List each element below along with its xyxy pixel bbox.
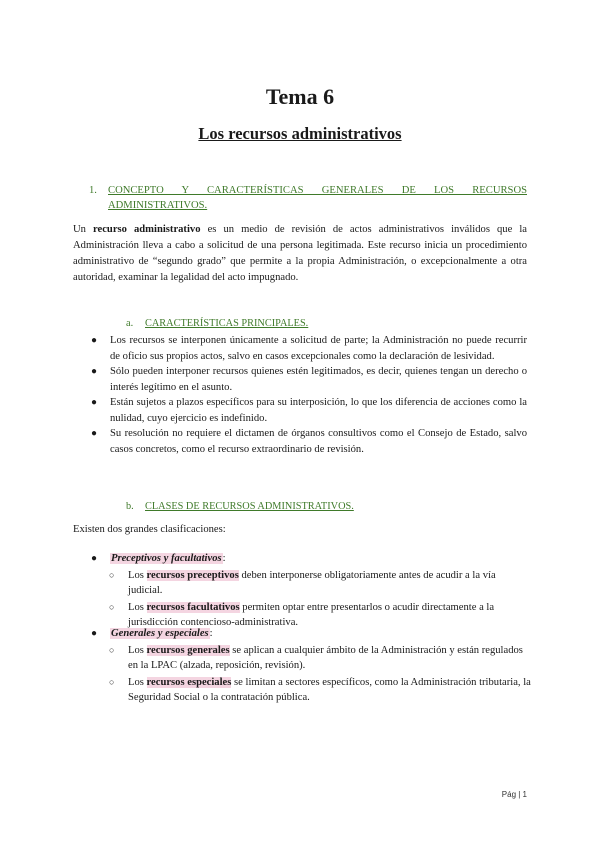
bullet-icon: ●	[91, 397, 98, 408]
classes-intro: Existen dos grandes clasificaciones:	[73, 524, 226, 535]
section-a-heading	[126, 318, 309, 329]
highlighted-term: recursos preceptivos	[146, 569, 239, 581]
class-label: Generales y especiales	[111, 628, 209, 639]
class-heading: ● Preceptivos y facultativos:	[91, 551, 531, 567]
class-heading: ● Generales y especiales:	[91, 626, 531, 642]
section-1-number: 1.	[89, 185, 97, 196]
list-item: ● Su resolución no requiere el dictamen de órganos consultivos como el Consejo de Estado, salvo casos concretos, como el recurso extraordinario de revisión.	[91, 428, 527, 455]
circle-bullet-icon: ○	[109, 601, 115, 612]
highlighted-term: recursos facultativos	[146, 601, 240, 613]
bullet-icon: ●	[91, 428, 98, 439]
list-item: ● Sólo pueden interponer recursos quienes estén legitimados, es decir, quienes tengan un derecho o interés legítimo en el asunto.	[91, 366, 527, 393]
section-1-heading-line2: ADMINISTRATIVOS.	[108, 200, 208, 211]
list-item: ○ Los recursos especiales se limitan a sectores específicos, como la Administración tributaria, la Seguridad Social o la contratación pública.	[109, 676, 531, 703]
circle-bullet-icon: ○	[109, 676, 115, 687]
circle-bullet-icon: ○	[109, 644, 115, 655]
list-item: ● Los recursos se interponen únicamente a solicitud de parte; la Administración no puede recurrir de oficio sus propios actos, salvo en casos excepcionales como la declaración de lesividad.	[91, 335, 527, 362]
page-title: Tema 6	[265, 84, 335, 109]
highlighted-term: recursos especiales	[146, 676, 232, 688]
list-item: ○ Los recursos preceptivos deben interponerse obligatoriamente antes de acudir a la vía judicial.	[109, 569, 496, 596]
bullet-icon: ●	[91, 366, 98, 377]
circle-bullet-icon: ○	[109, 569, 115, 580]
section-a-heading-text: CARACTERÍSTICAS PRINCIPALES.	[145, 318, 309, 329]
section-b-heading	[126, 501, 354, 512]
para-prefix: Un	[73, 224, 86, 235]
list-item: ○ Los recursos facultativos permiten optar entre presentarlos o acudir directamente a la jurisdicción contencioso-administrativa.	[109, 601, 495, 628]
page-subtitle: Los recursos administrativos	[198, 124, 402, 143]
bullet-icon: ●	[91, 628, 98, 639]
section-b-letter: b.	[126, 501, 134, 512]
characteristics-list	[91, 333, 527, 457]
section-1-paragraph	[73, 222, 527, 286]
class-label: Preceptivos y facultativos	[111, 553, 222, 564]
class-generales-especiales	[91, 626, 531, 706]
highlighted-term: recursos generales	[146, 644, 230, 656]
bullet-icon: ●	[91, 553, 98, 564]
bullet-icon: ●	[91, 335, 98, 346]
section-b-heading-text: CLASES DE RECURSOS ADMINISTRATIVOS.	[145, 501, 354, 512]
list-item: ● Están sujetos a plazos específicos para su interposición, lo que los diferencia de acciones como la nulidad, cuyo ejercicio es indefinido.	[91, 397, 527, 424]
para-bold-term: recurso administrativo	[93, 224, 201, 235]
para-rest: es un medio de revisión de actos administrativos inválidos que la Administración lleva a cabo a solicitud de una persona legitimada. Este recurso inicia un procedimiento administrativo de “segundo grado” que permite a la propia Administración, o excepcionalmente a otra autoridad, examinar la legalidad del acto impugnado.	[73, 224, 527, 283]
list-item: ○ Los recursos generales se aplican a cualquier ámbito de la Administración y están regulados en la LPAC (alzada, reposición, revisión).	[109, 644, 523, 671]
class-preceptivos-facultativos	[91, 551, 531, 631]
section-1-heading	[89, 183, 527, 213]
section-1-heading-line1: CONCEPTO Y CARACTERÍSTICAS GENERALES DE LOS RECURSOS	[108, 185, 527, 196]
section-a-letter: a.	[126, 318, 134, 329]
page-number: Pág | 1	[501, 790, 527, 799]
